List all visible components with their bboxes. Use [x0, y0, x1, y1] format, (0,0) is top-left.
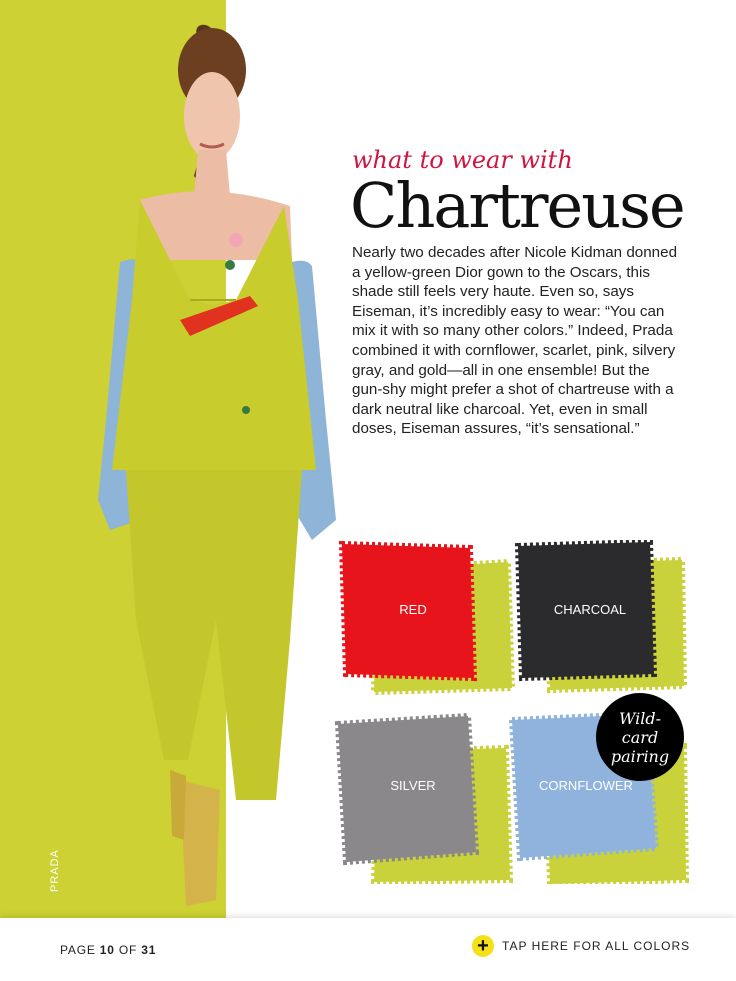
page-current: 10 — [99, 943, 115, 957]
runway-model-photo — [40, 0, 340, 918]
badge-line: pairing — [610, 746, 670, 766]
swatch-label-cornflower: CORNFLOWER — [539, 778, 633, 793]
swatch-label-red: RED — [399, 602, 427, 617]
all-colors-button[interactable] — [472, 935, 690, 957]
swatch-silver — [334, 712, 518, 884]
badge-line: card — [621, 727, 659, 747]
page-indicator — [60, 943, 156, 957]
page-prefix: PAGE — [60, 943, 96, 957]
wildcard-pairing-badge — [596, 693, 684, 781]
swatch-red — [338, 540, 518, 700]
swatch-label-charcoal: CHARCOAL — [553, 602, 627, 617]
swatch-charcoal — [512, 540, 692, 700]
badge-line: Wild- — [618, 708, 662, 728]
page-total: 31 — [141, 943, 157, 957]
photo-credit: PRADA — [49, 849, 61, 892]
page-of: OF — [118, 943, 138, 957]
swatch-label-silver: SILVER — [390, 778, 436, 793]
all-colors-label: TAP HERE FOR ALL COLORS — [502, 939, 691, 953]
article-headline: Chartreuse — [350, 169, 684, 242]
reader-footer — [0, 918, 736, 981]
article-body: Nearly two decades after Nicole Kidman donned a yellow-green Dior gown to the Oscars, this shade still feels very haute. Even so, says Eiseman, it’s incredibly easy to wear: “You can mix it with so many other colors.” Indeed, Prada combined it with cornflower, scarlet, pink, silvery gray, and gold—all in one ensemble! But the gun-shy might prefer a shot of chartreuse with a dark neutral like charcoal. Yet, even in small doses, Eiseman assures, “it’s sensational.” — [352, 244, 678, 438]
plus-icon: + — [472, 935, 494, 957]
article-kicker: what to wear with — [352, 146, 573, 174]
